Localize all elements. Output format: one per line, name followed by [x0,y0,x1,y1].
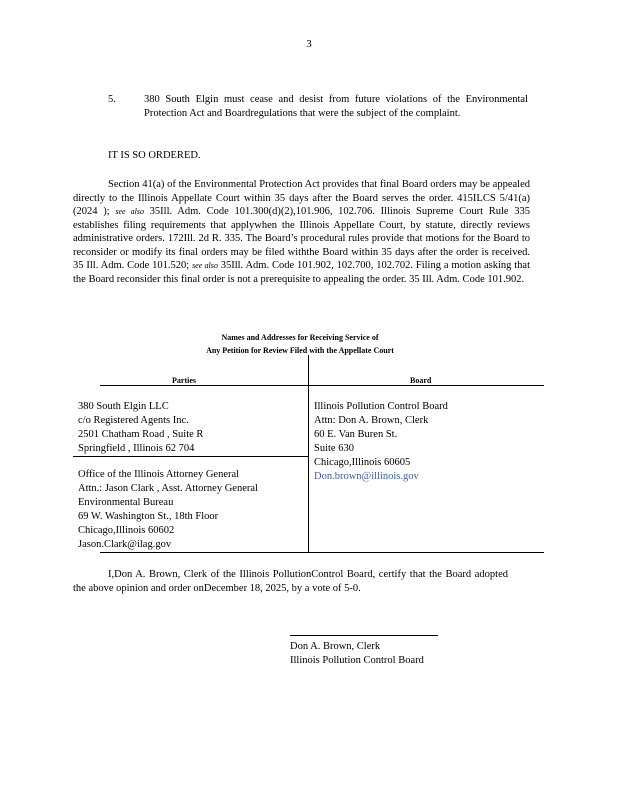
address-line: 60 E. Van Buren St. [314,429,398,440]
party-respondent-address [78,400,203,456]
address-line: c/o Registered Agents Inc. [78,415,189,426]
order-item-number: 5. [108,94,116,105]
address-line: Office of the Illinois Attorney General [78,469,240,480]
address-line: 69 W. Washington St., 18th Floor [78,511,219,522]
address-line: Illinois Pollution Control Board [314,401,448,412]
board-address [314,400,448,484]
service-table-heading [150,331,450,357]
address-line: Attn: Don A. Brown, Clerk [314,415,429,426]
see-also-2: see also [192,261,218,270]
appeal-text-part3: 35Ill. Adm. Code 101.902, 102.700, 102.702. Filing a motion asking that the Board reconsider this final order is not a prerequisite to appealing the order. 35 Ill. Adm. Code 101.902. [73,260,530,285]
certification-text: I,Don A. Brown, Clerk of the Illinois PollutionControl Board, certify that the Board adopted the above opinion and order onDecember 18, 2025, by a vote of 5-0. [73,569,508,594]
party-attorney-general-address [78,468,258,552]
order-item-5 [108,93,528,120]
address-line: Chicago,Illinois 60605 [314,457,411,468]
address-line: Chicago,Illinois 60602 [78,525,175,536]
address-line: Suite 630 [314,443,354,454]
appeal-notice [73,178,530,286]
address-line: Attn.: Jason Clark , Asst. Attorney General [78,483,258,494]
address-line: 2501 Chatham Road , Suite R [78,429,204,440]
board-email-link[interactable]: Don.brown@illinois.gov [314,471,419,482]
address-line: 380 South Elgin LLC [78,401,169,412]
appeal-text-part1: Section 41(a) of the Environmental Protection Act provides that final Board orders may be appealed directly to the Illinois Appellate Court within 35 days after the Board serves the order. 415ILCS 5/41(a) (2024 ); [73,179,530,217]
party-separator-rule [73,456,308,457]
signature-block [290,640,424,668]
email-address: Jason.Clark@ilag.gov [78,539,172,550]
parties-column-header: Parties [172,376,196,385]
signer-organization: Illinois Pollution Control Board [290,655,424,666]
address-line: Environmental Bureau [78,497,174,508]
order-item-text: 380 South Elgin must cease and desist from future violations of the Environmental Protection Act and Boardregulations that were the subject of the complaint. [144,94,528,119]
board-column-header: Board [410,376,432,385]
appeal-text-part2: 35Ill. Adm. Code 101.300(d)(2),101.906, 102.706. Illinois Supreme Court Rule 335 establishes filing requirements that applywhen the Illinois Appellate Court, by statute, directly reviews administrative orders. 172Ill. 2d R. 335. The Board’s procedural rules provide that motions for the Board to reconsider or modify its final orders may be filed withthe Board within 35 days after the order is received. 35 Ill. Adm. Code 101.520; [73,206,530,271]
page-number: 3 [306,38,312,50]
clerk-certification [73,568,508,595]
service-heading-line1: Names and Addresses for Receiving Service of [221,333,379,342]
table-bottom-rule [100,552,544,553]
so-ordered-statement: IT IS SO ORDERED. [108,150,201,161]
table-top-rule [100,385,544,386]
signer-name: Don A. Brown, Clerk [290,641,381,652]
appeal-notice-paragraph [73,178,530,286]
service-heading-line2: Any Petition for Review Filed with the Appellate Court [206,346,394,355]
see-also-1: see also [115,207,144,216]
signature-line [290,635,438,636]
address-line: Springfield , Illinois 62 704 [78,443,195,454]
